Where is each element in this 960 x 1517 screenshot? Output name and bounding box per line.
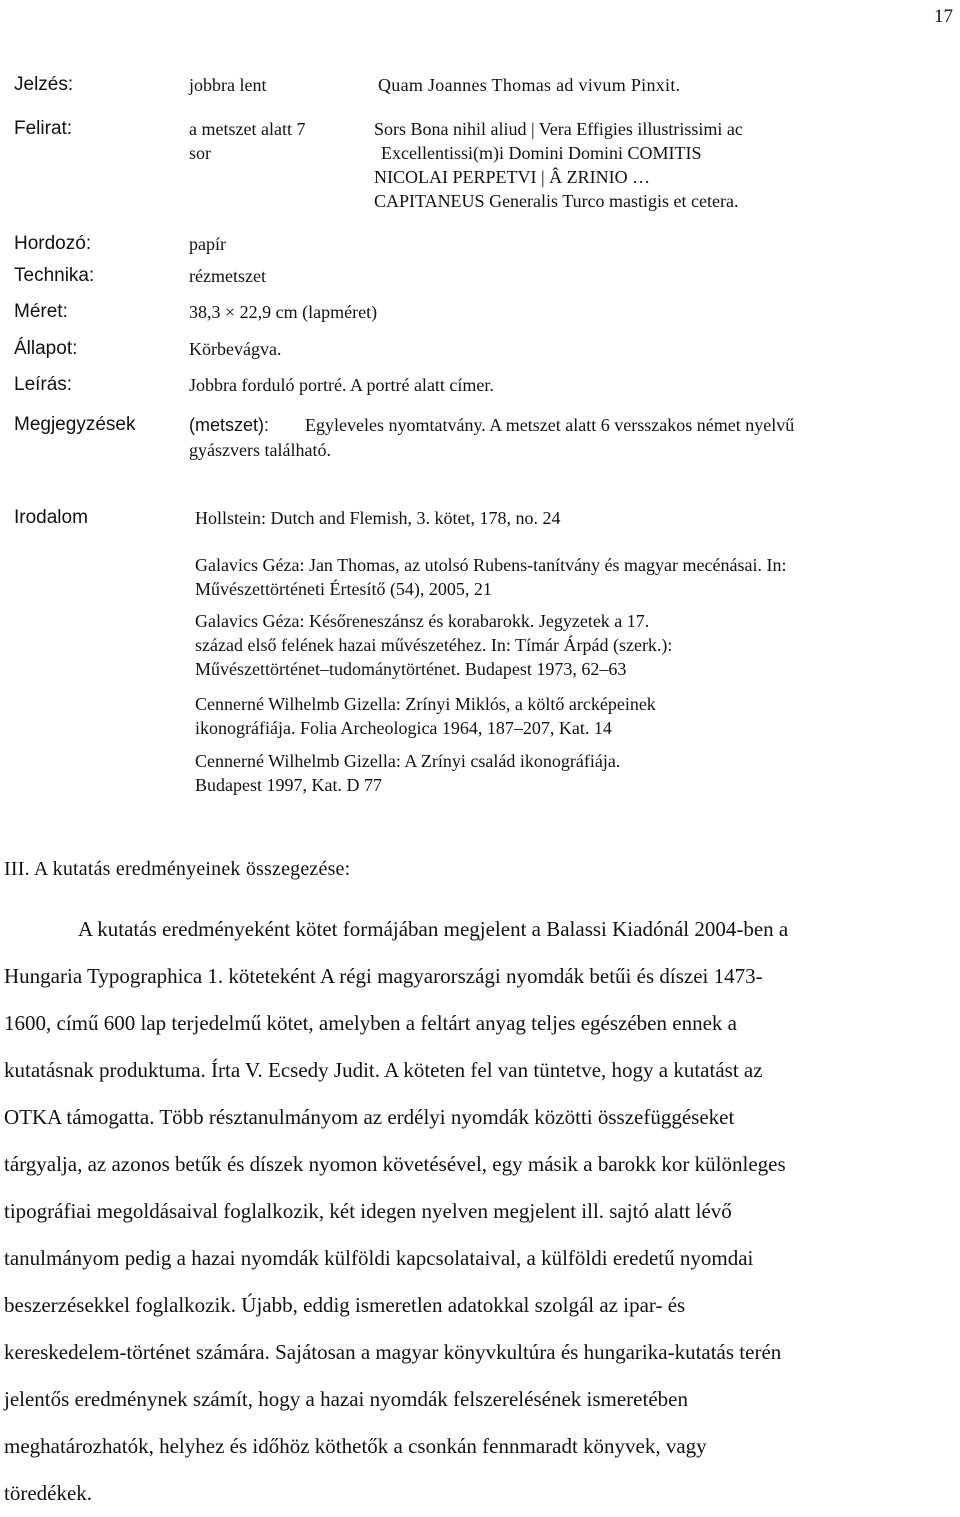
paragraph-line: meghatározhatók, helyhez és időhöz köthetők a csonkán fennmaradt könyvek, vagy [4, 1434, 707, 1458]
paragraph-line: A kutatás eredményeként kötet formájában megjelent a Balassi Kiadónál 2004-ben a [78, 917, 789, 941]
irodalom-entry [195, 749, 935, 797]
irodalom-line: század első felének hazai művészetéhez. In: Tímár Árpád (szerk.): [195, 635, 673, 655]
paragraph-line: tipográfiai megoldásaival foglalkozik, két idegen nyelven megjelent ill. sajtó alatt lévő [4, 1199, 732, 1223]
irodalom-entry: Hollstein: Dutch and Flemish, 3. kötet, 178, no. 24 [195, 508, 561, 528]
felirat-line: NICOLAI PERPETVI | Â ZRINIO … [374, 167, 651, 187]
paragraph-line: jelentős eredménynek számít, hogy a hazai nyomdák felszerelésének ismeretében [4, 1387, 688, 1411]
felirat-label: Felirat: [14, 118, 73, 139]
irodalom-line: ikonográfiája. Folia Archeologica 1964, 187–207, Kat. 14 [195, 718, 612, 738]
allapot-value: Körbevágva. [189, 339, 282, 359]
technika-value: rézmetszet [189, 266, 266, 286]
jelzes-text: Quam Joannes Thomas ad vivum Pinxit. [378, 75, 681, 95]
felirat-line: Sors Bona nihil aliud | Vera Effigies illustrissimi ac [374, 119, 743, 139]
megjegyzesek-label: Megjegyzések [14, 414, 136, 435]
irodalom-line: Művészettörténet–tudománytörténet. Budapest 1973, 62–63 [195, 659, 627, 679]
megjegyzesek-text: Egyleveles nyomtatvány. A metszet alatt 6 versszakos német nyelvű [305, 415, 795, 435]
megjegyzesek-sublabel: (metszet): [189, 415, 270, 435]
section-heading: III. A kutatás eredményeinek összegezése: [4, 858, 351, 880]
irodalom-line: Művészettörténeti Értesítő (54), 2005, 21 [195, 579, 492, 599]
jelzes-label: Jelzés: [14, 74, 74, 95]
allapot-label: Állapot: [14, 338, 78, 359]
meret-value: 38,3 × 22,9 cm (lapméret) [189, 302, 378, 322]
irodalom-line: Galavics Géza: Jan Thomas, az utolsó Rubens-tanítvány és magyar mecénásai. In: [195, 555, 787, 575]
felirat-line: Excellentissi(m)i Domini Domini COMITIS [381, 143, 702, 163]
paragraph-line: kereskedelem-történet számára. Sajátosan a magyar könyvkultúra és hungarika-kutatás terén [4, 1340, 782, 1364]
leiras-value: Jobbra forduló portré. A portré alatt címer. [189, 375, 494, 395]
paragraph-line: Hungaria Typographica 1. köteteként A régi magyarországi nyomdák betűi és díszei 1473- [4, 964, 763, 988]
irodalom-line: Budapest 1997, Kat. D 77 [195, 775, 382, 795]
paragraph-line: töredékek. [4, 1481, 93, 1505]
irodalom-entry [195, 692, 935, 740]
leiras-label: Leírás: [14, 374, 73, 395]
meret-label: Méret: [14, 301, 68, 322]
irodalom-line: Cennerné Wilhelmb Gizella: A Zrínyi család ikonográfiája. [195, 751, 621, 771]
irodalom-entry [195, 609, 935, 681]
hordozo-value: papír [189, 234, 226, 254]
paragraph-line: OTKA támogatta. Több résztanulmányom az erdélyi nyomdák közötti összefüggéseket [4, 1105, 735, 1129]
section-paragraph [4, 906, 956, 1517]
paragraph-line: kutatásnak produktuma. Írta V. Ecsedy Judit. A köteten fel van tüntetve, hogy a kutatást az [4, 1058, 763, 1082]
paragraph-line: tárgyalja, az azonos betűk és díszek nyomon követésével, egy másik a barokk kor különleges [4, 1152, 786, 1176]
paragraph-line: beszerzésekkel foglalkozik. Újabb, eddig ismeretlen adatokkal szolgál az ipar- és [4, 1293, 686, 1317]
page-number: 17 [934, 6, 953, 27]
felirat-position: a metszet alatt 7 [189, 119, 306, 139]
paragraph-line: tanulmányom pedig a hazai nyomdák külföldi kapcsolataival, a külföldi eredetű nyomdai [4, 1246, 754, 1270]
megjegyzesek-text: gyászvers található. [189, 440, 331, 460]
hordozo-label: Hordozó: [14, 233, 92, 254]
irodalom-entry [195, 553, 935, 601]
irodalom-line: Cennerné Wilhelmb Gizella: Zrínyi Miklós, a költő arcképeinek [195, 694, 656, 714]
irodalom-label: Irodalom [14, 507, 88, 528]
irodalom-line: Galavics Géza: Későreneszánsz és korabarokk. Jegyzetek a 17. [195, 611, 650, 631]
paragraph-line: 1600, című 600 lap terjedelmű kötet, amelyben a feltárt anyag teljes egészében ennek a [4, 1011, 737, 1035]
technika-label: Technika: [14, 265, 95, 286]
felirat-position: sor [189, 143, 211, 163]
jelzes-position: jobbra lent [189, 75, 267, 95]
felirat-line: CAPITANEUS Generalis Turco mastigis et cetera. [374, 191, 739, 211]
